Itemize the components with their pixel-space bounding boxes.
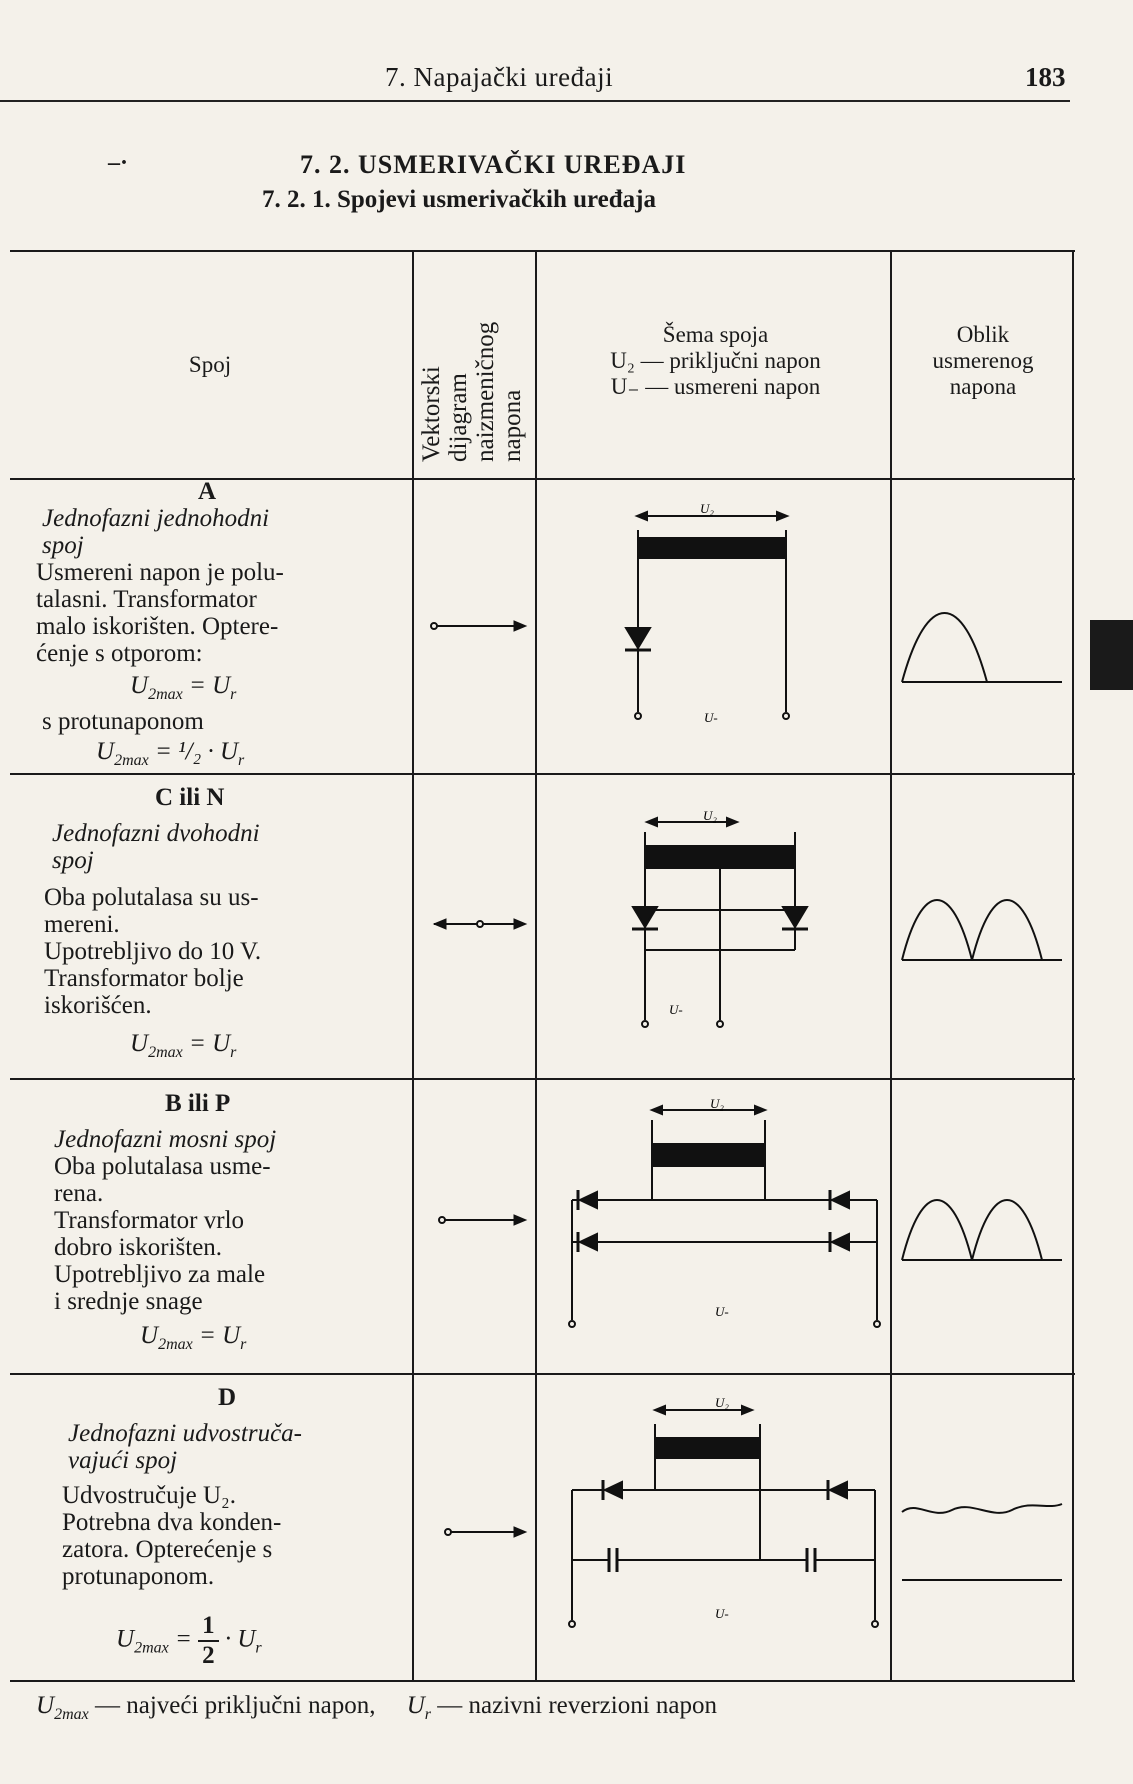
table-top-rule bbox=[10, 250, 1075, 252]
row-b-description: Oba polutalasa usme- rena. Transformator vrlo dobro iskorišten. Upotrebljivo za male i srednje snage bbox=[54, 1153, 271, 1315]
row-a-formula-1: $U_{2max} = U_r$ bbox=[130, 672, 237, 703]
vector-arrow-a bbox=[431, 621, 526, 631]
col-header-vector: Vektorski dijagram naizmeničnog napona bbox=[418, 321, 526, 462]
row-a-letter: A bbox=[198, 478, 217, 505]
section-heading: 7. 2. USMERIVAČKI UREĐAJI bbox=[300, 150, 687, 179]
thumb-index-tab bbox=[1090, 620, 1133, 690]
schematic-c-u2: U₂ bbox=[703, 808, 717, 823]
row-a-title: Jednofazni jednohodni spoj bbox=[42, 505, 270, 559]
row-d-description: Udvostručuje U₂. Potrebna dva konden- zatora. Opterećenje s protunaponom. bbox=[62, 1482, 282, 1590]
running-title: 7. Napajački uređaji bbox=[385, 62, 614, 92]
row-d-formula: $U_{2max}$ = $\frac{1}{2}$ · $U_r$ bbox=[116, 1612, 262, 1669]
schematic-d bbox=[569, 1406, 878, 1627]
schematic-c-uminus: U- bbox=[669, 1002, 683, 1017]
output-waveforms bbox=[892, 480, 1072, 1680]
col-header-output: Oblik usmerenog napona bbox=[932, 322, 1034, 399]
row-d-title: Jednofazni udvostruča- vajući spoj bbox=[68, 1420, 302, 1474]
schematic-b-u2: U₂ bbox=[710, 1096, 724, 1111]
circuit-schematics bbox=[537, 480, 890, 1680]
waveform-full-wave-c bbox=[902, 900, 1062, 960]
col-header-schema: Šema spoja U₂ — priključni napon U₋ — usmereni napon bbox=[610, 322, 821, 399]
margin-mark: –· bbox=[108, 150, 129, 176]
subsection-heading: 7. 2. 1. Spojevi usmerivačkih uređaja bbox=[262, 186, 656, 213]
schematic-c bbox=[632, 818, 808, 1027]
vector-arrow-d bbox=[445, 1527, 526, 1537]
footer-legend: $U_{2max}$ — najveći priključni napon, $U_r$ — nazivni reverzioni napon bbox=[36, 1692, 718, 1723]
waveform-half-wave bbox=[902, 613, 1062, 682]
row-a-text-2: s protunaponom bbox=[42, 708, 204, 735]
row-d-letter: D bbox=[218, 1384, 237, 1411]
row-b-letter: B ili P bbox=[165, 1090, 231, 1117]
vector-diagrams bbox=[414, 480, 535, 1680]
page-number: 183 bbox=[1025, 62, 1066, 92]
schematic-d-u2: U₂ bbox=[715, 1395, 729, 1410]
row-a-formula-2: $U_{2max} = ^1/_2 \cdot U_r$ bbox=[96, 738, 245, 769]
row-c-letter: C ili N bbox=[155, 784, 225, 811]
schematic-d-uminus: U- bbox=[715, 1606, 729, 1621]
waveform-full-wave-b bbox=[902, 1200, 1062, 1260]
schematic-b-uminus: U- bbox=[715, 1304, 729, 1319]
vector-arrow-b bbox=[439, 1215, 526, 1225]
table-bottom-rule bbox=[10, 1680, 1075, 1682]
schematic-a-uminus: U- bbox=[704, 710, 718, 725]
col-divider-4 bbox=[1072, 250, 1074, 1680]
col-header-spoj: Spoj bbox=[188, 352, 232, 377]
waveform-doubler bbox=[902, 1504, 1062, 1580]
row-c-title: Jednofazni dvohodni spoj bbox=[52, 820, 260, 874]
row-c-description: Oba polutalasa su us- mereni. Upotrebljivo do 10 V. Transformator bolje iskorišćen. bbox=[44, 884, 262, 1019]
schematic-a-u2: U₂ bbox=[700, 501, 714, 516]
row-c-formula: $U_{2max} = U_r$ bbox=[130, 1030, 237, 1061]
row-b-formula: $U_{2max} = U_r$ bbox=[140, 1322, 247, 1353]
vector-arrow-c bbox=[434, 919, 526, 929]
schematic-a bbox=[625, 512, 789, 719]
header-rule bbox=[0, 100, 1070, 102]
schematic-b bbox=[569, 1106, 880, 1327]
row-b-title: Jednofazni mosni spoj bbox=[54, 1126, 277, 1153]
row-a-description: Usmereni napon je polu- talasni. Transformator malo iskorišten. Optere- ćenje s otporom: bbox=[36, 559, 284, 667]
